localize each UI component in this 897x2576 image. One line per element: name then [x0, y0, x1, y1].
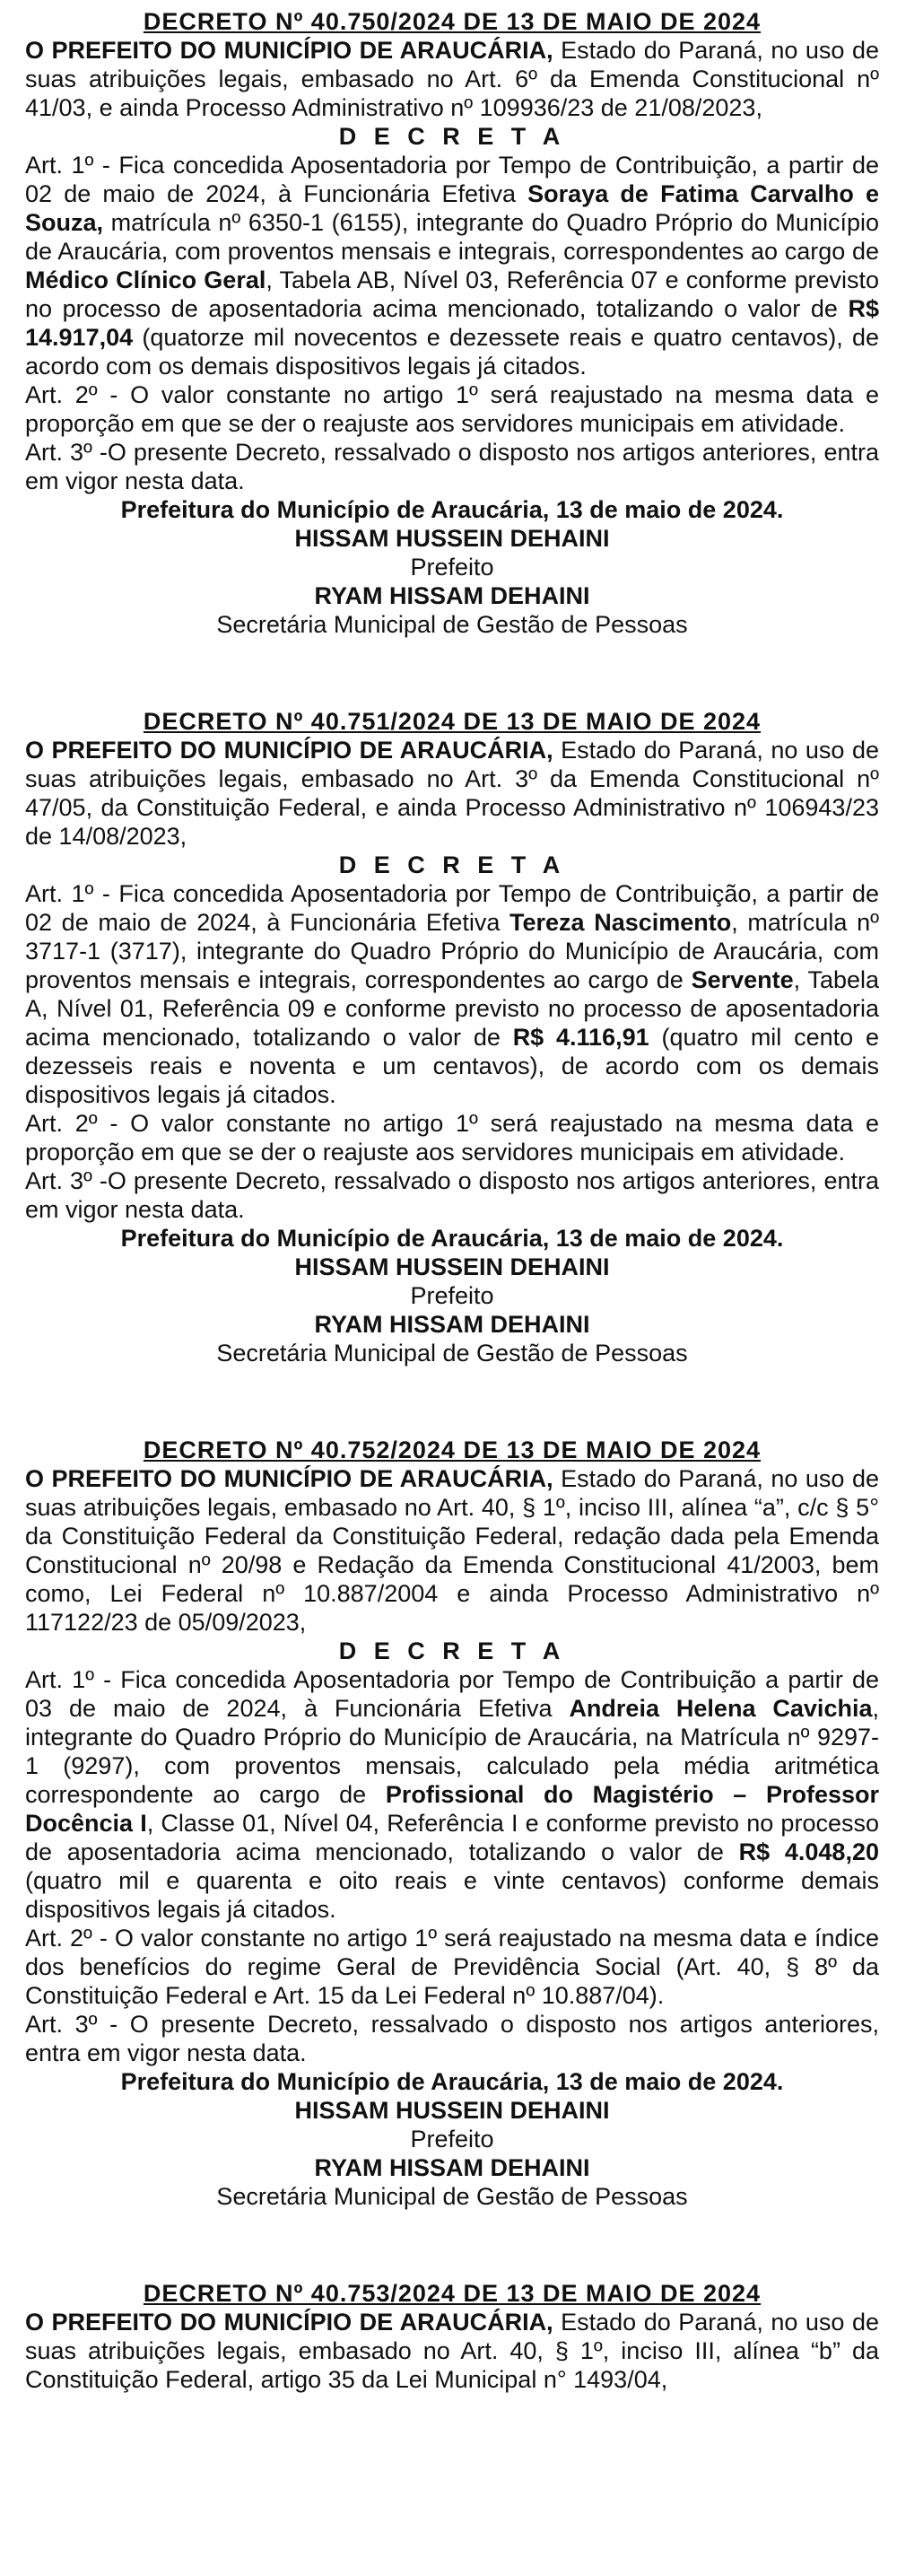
decree-preamble — [25, 2308, 879, 2394]
preamble-lead: O PREFEITO DO MUNICÍPIO DE ARAUCÁRIA, — [25, 737, 553, 764]
preamble-lead: O PREFEITO DO MUNICÍPIO DE ARAUCÁRIA, — [25, 1465, 553, 1492]
decree-preamble — [25, 1464, 879, 1637]
decree-title: DECRETO Nº 40.750/2024 DE 13 DE MAIO DE 2024 — [143, 8, 762, 35]
article-1-text-a: Art. 1º - Fica concedida Aposentadoria por Tempo de Contribuição a partir de 03 de maio de 2024, à Funcionária Efetiva — [25, 1666, 879, 1722]
preamble-text: Estado do Paraná, no uso de suas atribuições legais, embasado no Art. 3º da Emenda Constitucional nº 47/05, da Constituição Federal, e ainda Processo Administrativo nº 106943/23 de 14/08/2023, — [25, 737, 879, 850]
preamble-lead: O PREFEITO DO MUNICÍPIO DE ARAUCÁRIA, — [25, 37, 553, 64]
benefit-value: R$ 4.116,91 — [512, 1024, 649, 1051]
article-1-text-b: , integrante do Quadro Próprio do Município de Araucária, na Matrícula nº 9297-1 (9297), com proventos mensais, calculado pela média aritmética correspondente ao cargo de — [25, 1695, 879, 1808]
decreta-heading: D E C R E T A — [338, 851, 566, 878]
decreta-heading: D E C R E T A — [338, 123, 566, 150]
beneficiary-name: Tereza Nascimento — [509, 909, 732, 936]
mayor-name: HISSAM HUSSEIN DEHAINI — [294, 2097, 610, 2124]
preamble-text: Estado do Paraná, no uso de suas atribuições legais, embasado no Art. 40, § 1º, inciso III, alínea “a”, c/c § 5° da Constituição Federal da Constituição Federal, redação dada pela Emenda Constitucional nº 20/98 e Redação da Emenda Constitucional 41/2003, bem como, Lei Federal nº 10.887/2004 e ainda Processo Administrativo nº 117122/23 de 05/09/2023, — [25, 1465, 879, 1636]
benefit-value: R$ 4.048,20 — [738, 1838, 879, 1865]
secretary-title: Secretária Municipal de Gestão de Pessoas — [216, 611, 688, 638]
decree-title: DECRETO Nº 40.751/2024 DE 13 DE MAIO DE 2024 — [143, 708, 762, 735]
decree-40753 — [25, 2279, 879, 2394]
mayor-title: Prefeito — [410, 2126, 494, 2152]
decree-title: DECRETO Nº 40.752/2024 DE 13 DE MAIO DE 2024 — [143, 1436, 762, 1463]
secretary-name: RYAM HISSAM DEHAINI — [314, 2154, 590, 2181]
secretary-name: RYAM HISSAM DEHAINI — [314, 1311, 590, 1338]
benefit-value: R$ 14.917,04 — [25, 295, 879, 351]
preamble-text: Estado do Paraná, no uso de suas atribuições legais, embasado no Art. 40, § 1º, inciso III, alínea “b” da Constituição Federal, artigo 35 da Lei Municipal n° 1493/04, — [25, 2309, 879, 2393]
article-2: Art. 2º - O valor constante no artigo 1º será reajustado na mesma data e proporção em que se der o reajuste aos servidores municipais em atividade. — [25, 1110, 879, 1166]
article-3: Art. 3º -O presente Decreto, ressalvado o disposto nos artigos anteriores, entra em vigor nesta data. — [25, 1167, 879, 1223]
article-3: Art. 3º -O presente Decreto, ressalvado o disposto nos artigos anteriores, entra em vigor nesta data. — [25, 439, 879, 494]
article-1-text-c: , Tabela AB, Nível 03, Referência 07 e conforme previsto no processo de aposentadoria acima mencionado, totalizando o valor de — [25, 266, 880, 322]
article-3: Art. 3º - O presente Decreto, ressalvado o disposto nos artigos anteriores, entra em vigor nesta data. — [25, 2011, 879, 2066]
mayor-name: HISSAM HUSSEIN DEHAINI — [294, 1253, 610, 1280]
decree-preamble — [25, 36, 879, 122]
decree-title: DECRETO Nº 40.753/2024 DE 13 DE MAIO DE 2024 — [143, 2280, 762, 2307]
article-1-text-c: , Tabela A, Nível 01, Referência 09 e conforme previsto no processo de aposentadoria acima mencionado, totalizando o valor de — [25, 966, 880, 1051]
decree-preamble — [25, 736, 879, 851]
article-1-text-d: (quatorze mil novecentos e dezessete reais e quatro centavos), de acordo com os demais dispositivos legais já citados. — [25, 324, 879, 380]
signature-place-date: Prefeitura do Município de Araucária, 13 de maio de 2024. — [120, 496, 784, 523]
article-1 — [25, 1665, 879, 1924]
beneficiary-name: Andreia Helena Cavichia — [569, 1695, 873, 1722]
job-title: Médico Clínico Geral — [25, 266, 266, 293]
article-1-text-a: Art. 1º - Fica concedida Aposentadoria por Tempo de Contribuição, a partir de 02 de maio de 2024, à Funcionária Efetiva — [25, 880, 879, 936]
article-1-text-d: (quatro mil cento e dezesseis reais e noventa e um centavos), de acordo com os demais dispositivos legais já citados. — [25, 1024, 879, 1108]
article-2: Art. 2º - O valor constante no artigo 1º será reajustado na mesma data e índice dos benefícios do regime Geral de Previdência Social (Art. 40, § 8º da Constituição Federal e Art. 15 da Lei Federal nº 10.887/04). — [25, 1925, 879, 2009]
mayor-title: Prefeito — [410, 1282, 494, 1309]
article-2: Art. 2º - O valor constante no artigo 1º será reajustado na mesma data e proporção em que se der o reajuste aos servidores municipais em atividade. — [25, 381, 879, 437]
signature-place-date: Prefeitura do Município de Araucária, 13 de maio de 2024. — [120, 2068, 784, 2095]
article-1-text-b: matrícula nº 6350-1 (6155), integrante do Quadro Próprio do Município de Araucária, com proventos mensais e integrais, correspondentes ao cargo de — [25, 209, 879, 265]
article-1-text-a: Art. 1º - Fica concedida Aposentadoria por Tempo de Contribuição, a partir de 02 de maio de 2024, à Funcionária Efetiva — [25, 152, 879, 207]
decree-40750 — [25, 7, 879, 639]
decree-40751 — [25, 707, 879, 1367]
article-1 — [25, 879, 879, 1109]
article-1-text-b: , matrícula nº 3717-1 (3717), integrante do Quadro Próprio do Município de Araucária, com proventos mensais e integrais, correspondentes ao cargo de — [25, 909, 879, 993]
decree-40752 — [25, 1436, 879, 2211]
mayor-name: HISSAM HUSSEIN DEHAINI — [294, 525, 610, 552]
preamble-text: Estado do Paraná, no uso de suas atribuições legais, embasado no Art. 6º da Emenda Constitucional nº 41/03, e ainda Processo Administrativo nº 109936/23 de 21/08/2023, — [25, 37, 879, 121]
job-title: Profissional do Magistério – Professor Docência I — [25, 1781, 879, 1837]
beneficiary-name: Soraya de Fatima Carvalho e Souza, — [25, 180, 879, 236]
signature-place-date: Prefeitura do Município de Araucária, 13 de maio de 2024. — [120, 1225, 784, 1252]
secretary-title: Secretária Municipal de Gestão de Pessoas — [216, 2183, 688, 2210]
secretary-title: Secretária Municipal de Gestão de Pessoas — [216, 1340, 688, 1367]
mayor-title: Prefeito — [410, 554, 494, 581]
decreta-heading: D E C R E T A — [338, 1637, 566, 1664]
preamble-lead: O PREFEITO DO MUNICÍPIO DE ARAUCÁRIA, — [25, 2309, 553, 2336]
job-title: Servente — [691, 966, 794, 993]
article-1 — [25, 151, 879, 380]
article-1-text-d: (quatro mil e quarenta e oito reais e vinte centavos) conforme demais dispositivos legais já citados. — [25, 1867, 879, 1923]
article-1-text-c: , Classe 01, Nível 04, Referência I e conforme previsto no processo de aposentadoria acima mencionado, totalizando o valor de — [25, 1810, 879, 1865]
secretary-name: RYAM HISSAM DEHAINI — [314, 582, 590, 609]
